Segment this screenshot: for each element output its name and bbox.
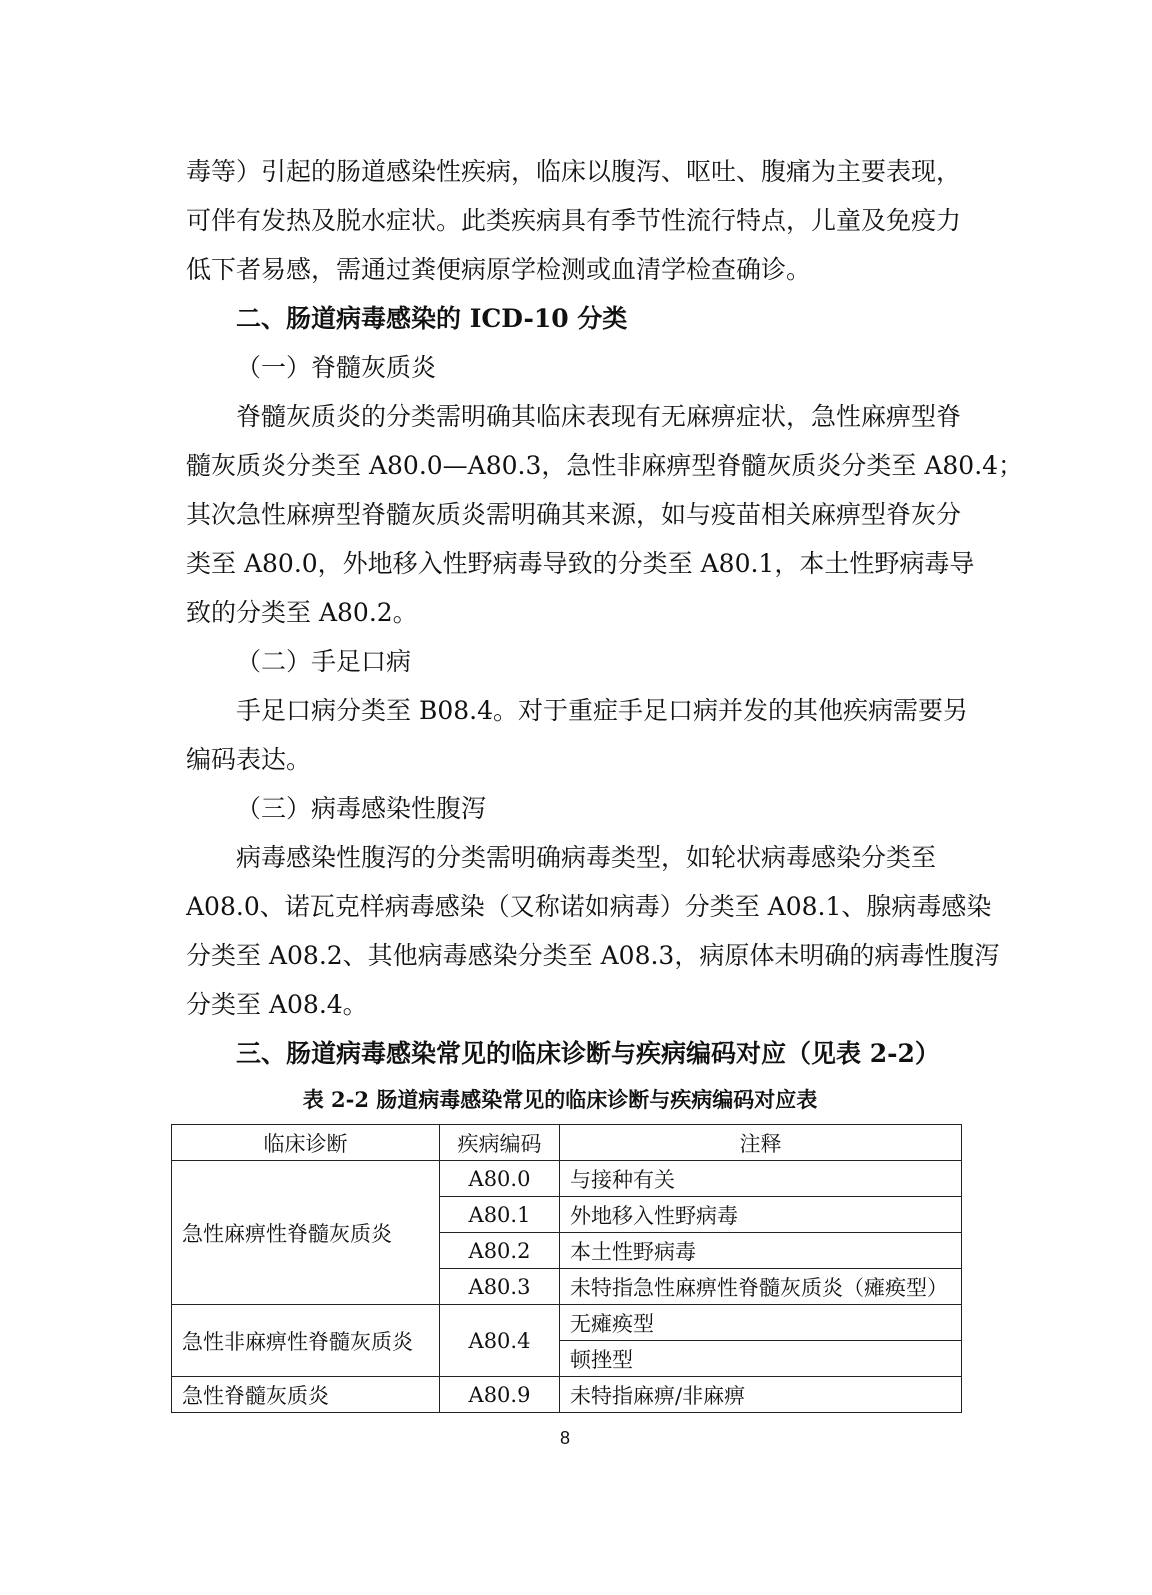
paragraph-line: 病毒感染性腹泻的分类需明确病毒类型，如轮状病毒感染分类至: [236, 843, 937, 872]
paragraph-line: 手足口病分类至 B08.4。对于重症手足口病并发的其他疾病需要另: [236, 696, 968, 725]
subsection-heading: （一）脊髓灰质炎: [236, 353, 437, 382]
paragraph-line: 毒等）引起的肠道感染性疾病，临床以腹泻、呕吐、腹痛为主要表现，: [186, 157, 962, 186]
paragraph-line: 类至 A80.0，外地移入性野病毒导致的分类至 A80.1，本土性野病毒导: [186, 549, 975, 578]
code-cell: A80.9: [440, 1377, 560, 1413]
code-cell: A80.4: [440, 1305, 560, 1377]
paragraph-line: 髓灰质炎分类至 A80.0—A80.3，急性非麻痹型脊髓灰质炎分类至 A80.4；: [186, 451, 1024, 480]
page-number: 8: [559, 1428, 570, 1448]
paragraph-line: 可伴有发热及脱水症状。此类疾病具有季节性流行特点，儿童及免疫力: [186, 206, 962, 235]
note-cell: 未特指急性麻痹性脊髓灰质炎（瘫痪型）: [560, 1269, 962, 1305]
paragraph-line: A08.0、诺瓦克样病毒感染（又称诺如病毒）分类至 A08.1、腺病毒感染: [186, 892, 992, 921]
note-cell: 外地移入性野病毒: [560, 1197, 962, 1233]
diagnosis-code-table: [171, 1124, 962, 1413]
table-row: [172, 1377, 962, 1413]
diagnosis-cell: 急性脊髓灰质炎: [172, 1377, 440, 1413]
paragraph-line: 分类至 A08.2、其他病毒感染分类至 A08.3，病原体未明确的病毒性腹泻: [186, 941, 1000, 970]
diagnosis-cell: 急性麻痹性脊髓灰质炎: [172, 1161, 440, 1305]
section-heading: 二、肠道病毒感染的 ICD-10 分类: [236, 304, 628, 333]
paragraph-line: 低下者易感，需通过粪便病原学检测或血清学检查确诊。: [186, 255, 812, 284]
paragraph-line: 编码表达。: [186, 745, 312, 774]
note-cell: 本土性野病毒: [560, 1233, 962, 1269]
header-note: 注释: [560, 1125, 962, 1161]
table-row: [172, 1305, 962, 1341]
header-code: 疾病编码: [440, 1125, 560, 1161]
table-header-row: [172, 1125, 962, 1161]
code-cell: A80.2: [440, 1233, 560, 1269]
subsection-heading: （二）手足口病: [236, 647, 412, 676]
paragraph-line: 其次急性麻痹型脊髓灰质炎需明确其来源，如与疫苗相关麻痹型脊灰分: [186, 500, 962, 529]
section-heading: 三、肠道病毒感染常见的临床诊断与疾病编码对应（见表 2-2）: [236, 1039, 940, 1068]
note-cell: 与接种有关: [560, 1161, 962, 1197]
code-cell: A80.0: [440, 1161, 560, 1197]
code-cell: A80.1: [440, 1197, 560, 1233]
note-cell: 无瘫痪型: [560, 1305, 962, 1341]
note-cell: 未特指麻痹/非麻痹: [560, 1377, 962, 1413]
table-row: [172, 1161, 962, 1197]
diagnosis-cell: 急性非麻痹性脊髓灰质炎: [172, 1305, 440, 1377]
paragraph-line: 致的分类至 A80.2。: [186, 598, 418, 627]
note-cell: 顿挫型: [560, 1341, 962, 1377]
header-diagnosis: 临床诊断: [172, 1125, 440, 1161]
paragraph-line: 分类至 A08.4。: [186, 990, 368, 1019]
table-caption: 表 2-2 肠道病毒感染常见的临床诊断与疾病编码对应表: [302, 1087, 818, 1112]
paragraph-line: 脊髓灰质炎的分类需明确其临床表现有无麻痹症状，急性麻痹型脊: [236, 402, 962, 431]
subsection-heading: （三）病毒感染性腹泻: [236, 794, 487, 823]
code-cell: A80.3: [440, 1269, 560, 1305]
